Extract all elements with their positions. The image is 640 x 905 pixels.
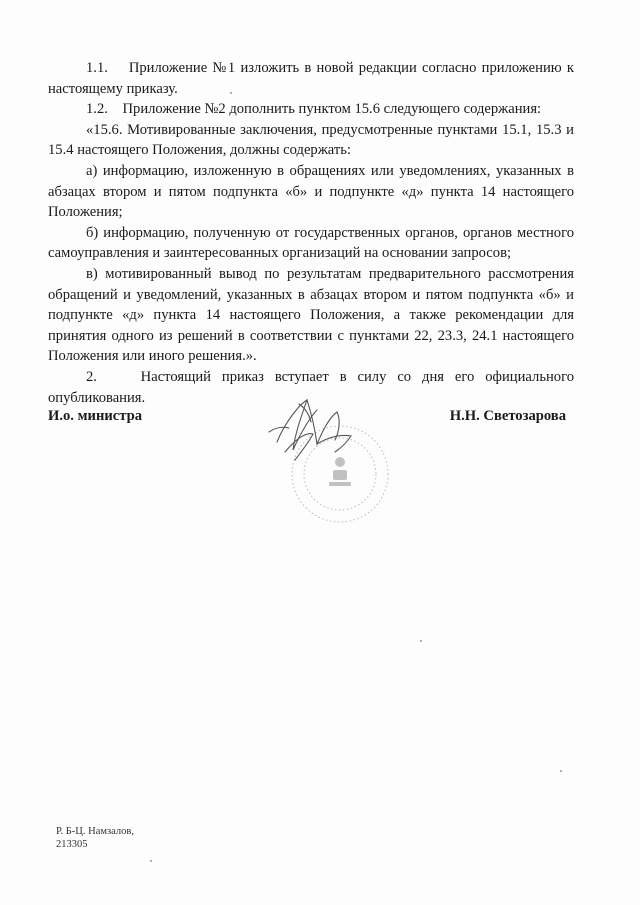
signer-position: И.о. министра (48, 408, 142, 424)
scan-speck (420, 640, 422, 642)
scan-speck (560, 770, 562, 772)
paragraph-item-b: б) информацию, полученную от государственных органов, органов местного самоуправления и заинтересованных организаций на основании запросов; (48, 224, 574, 262)
footer-author-info (56, 825, 134, 851)
paragraph-2: 2. Настоящий приказ вступает в силу со дня его официального опубликования. (48, 368, 574, 406)
scan-speck (150, 860, 152, 862)
paragraph-item-a: а) информацию, изложенную в обращениях или уведомлениях, указанных в абзацах втором и пятом подпункта «б» и подпункте «д» пункта 14 настоящего Положения; (48, 162, 574, 221)
author-name: Р. Б-Ц. Намзалов, (56, 826, 134, 837)
paragraph-15-6: «15.6. Мотивированные заключения, предусмотренные пунктами 15.1, 15.3 и 15.4 настоящего Положения, должны содержать: (48, 121, 574, 159)
signature-stamp-graphic (255, 382, 405, 532)
document-body (48, 58, 574, 408)
signer-name: Н.Н. Светозарова (449, 408, 566, 424)
paragraph-item-v: в) мотивированный вывод по результатам предварительного рассмотрения обращений и уведомлений, указанных в абзацах втором и пятом подпункта «б» и подпункте «д» пункта 14 настоящего Положения, а также рекомендации для принятия одного из решений в соответствии с пунктами 22, 23.3, 24.1 настоящего Положения или иного решения.». (48, 265, 574, 365)
paragraph-1-1: 1.1. Приложение №1 изложить в новой редакции согласно приложению к настоящему приказу. (48, 60, 574, 97)
scan-speck (230, 92, 232, 94)
paragraph-1-2: 1.2. Приложение №2 дополнить пунктом 15.6 следующего содержания: (86, 101, 542, 118)
author-phone: 213305 (56, 839, 88, 850)
